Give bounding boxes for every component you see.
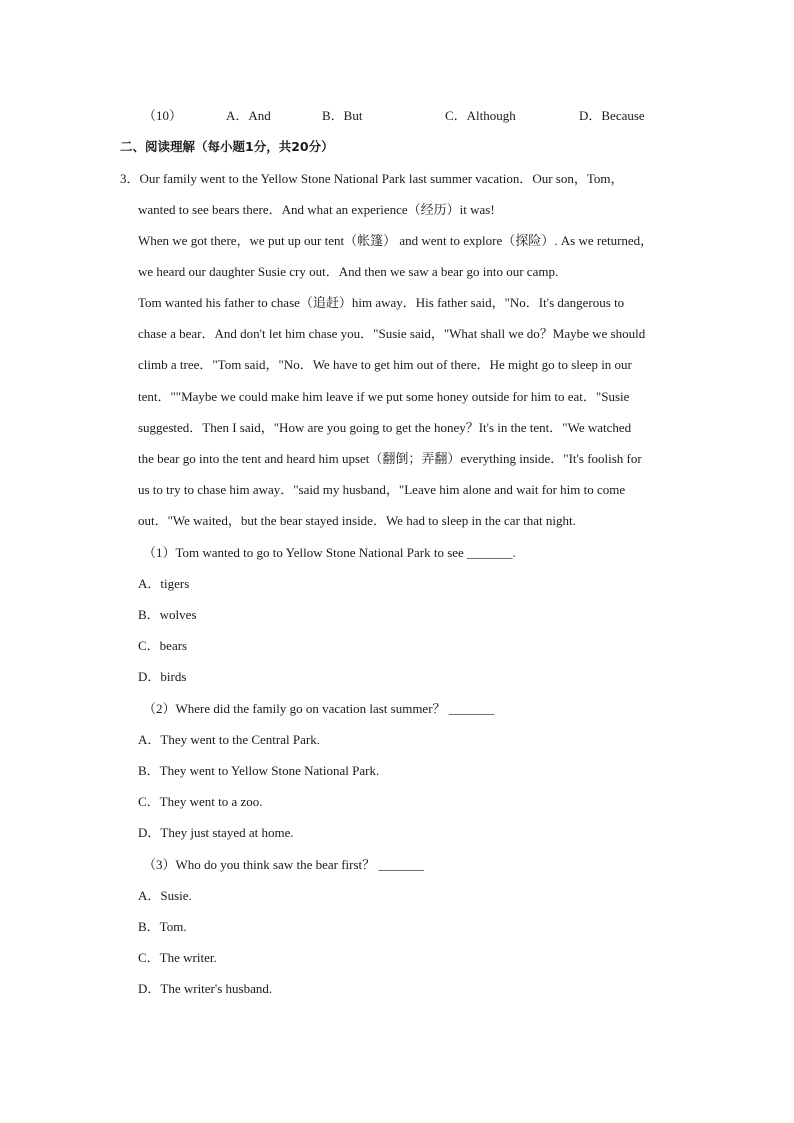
answer-option[interactable]: A．They went to the Central Park. <box>138 732 320 747</box>
passage-line: we heard our daughter Susie cry out．And then we saw a bear go into our camp. <box>138 264 559 279</box>
passage-line: suggested．Then I said，"How are you going to get the honey？It's in the tent．"We watched <box>138 420 632 435</box>
question-stem: （1）Tom wanted to go to Yellow Stone National Park to see _______. <box>143 545 516 560</box>
option-c: C．Although <box>445 108 516 123</box>
answer-option[interactable]: D．birds <box>138 669 187 684</box>
section-heading: 二、阅读理解（每小题1分，共20分） <box>120 139 334 154</box>
passage-line: tent．""Maybe we could make him leave if we put some honey outside for him to eat．"Susie <box>138 389 630 404</box>
passage-line: chase a bear．And don't let him chase you．"Susie said，"What shall we do？Maybe we should <box>138 326 646 341</box>
answer-option[interactable]: C．They went to a zoo. <box>138 794 263 809</box>
answer-option[interactable]: B．Tom. <box>138 919 187 934</box>
answer-option[interactable]: A．Susie. <box>138 888 192 903</box>
answer-option[interactable]: D．They just stayed at home. <box>138 825 294 840</box>
answer-option[interactable]: A．tigers <box>138 576 190 591</box>
option-b: B．But <box>322 108 363 123</box>
passage-line: us to try to chase him away．"said my husband，"Leave him alone and wait for him to come <box>138 482 626 497</box>
passage-line: the bear go into the tent and heard him upset（翻倒；弄翻）everything inside．"It's foolish for <box>138 451 642 466</box>
passage-line: When we got there，we put up our tent（帐篷） and went to explore（探险）. As we returned， <box>138 233 654 248</box>
question-stem: （3）Who do you think saw the bear first？ _______ <box>143 857 424 872</box>
option-d: D．Because <box>579 108 645 123</box>
question-number: （10） <box>143 108 183 123</box>
answer-option[interactable]: C．The writer. <box>138 950 217 965</box>
passage-line: out．"We waited，but the bear stayed inside．We had to sleep in the car that night. <box>138 513 576 528</box>
option-a: A．And <box>226 108 271 123</box>
passage-line: Tom wanted his father to chase（追赶）him away．His father said，"No．It's dangerous to <box>138 295 625 310</box>
question-stem: （2）Where did the family go on vacation last summer？ _______ <box>143 701 495 716</box>
passage-line: wanted to see bears there．And what an experience（经历）it was! <box>138 202 495 217</box>
question-10-options <box>0 105 794 123</box>
answer-option[interactable]: C．bears <box>138 638 188 653</box>
passage-line: climb a tree．"Tom said，"No．We have to get him out of there．He might go to sleep in our <box>138 357 632 372</box>
passage-line: 3．Our family went to the Yellow Stone National Park last summer vacation．Our son，Tom， <box>120 171 624 186</box>
answer-option[interactable]: B．wolves <box>138 607 197 622</box>
answer-option[interactable]: B．They went to Yellow Stone National Park. <box>138 763 380 778</box>
answer-option[interactable]: D．The writer's husband. <box>138 981 273 996</box>
